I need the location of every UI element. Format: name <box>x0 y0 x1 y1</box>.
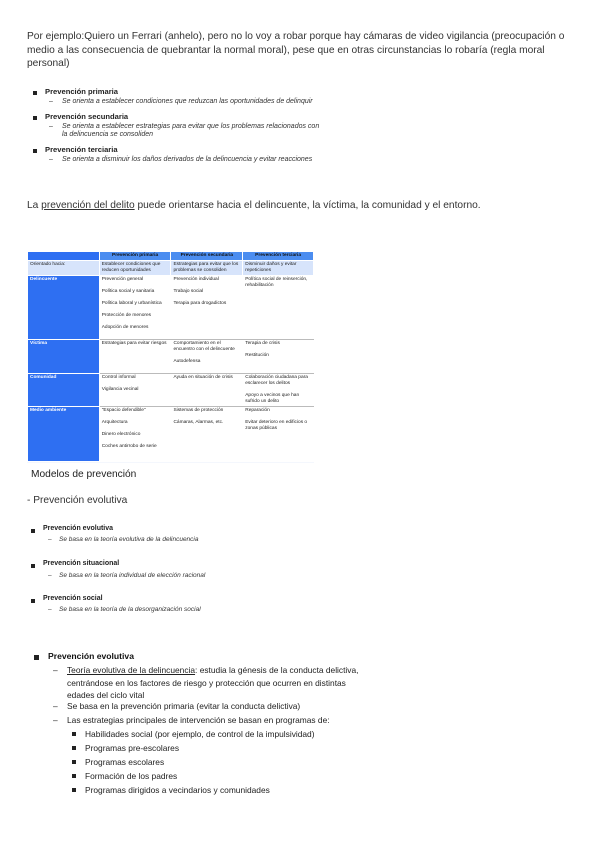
type-desc: Se orienta a establecer estrategias para evitar que los problemas relacionados con <box>62 123 320 130</box>
bullet-square <box>33 116 37 120</box>
bullet-square <box>72 732 76 736</box>
cell-item: Control informal <box>101 375 136 380</box>
cell-item: Arquitectura <box>101 420 128 425</box>
table-header: Prevención primaria <box>99 252 171 261</box>
bullet-square <box>72 760 76 764</box>
bullet-square <box>72 788 76 792</box>
models-heading: Modelos de prevención <box>31 469 137 480</box>
row-label: Víctima <box>28 340 100 374</box>
cell-item: Cámaras, Alarmas, etc. <box>173 420 224 425</box>
intro-line-3: personal) <box>27 58 70 69</box>
table-header: Prevención secundaria <box>171 252 243 261</box>
dash-marker: – <box>49 156 53 163</box>
table-cell: Disminuir daños y evitar repeticiones <box>243 261 314 276</box>
row-label: Delincuente <box>28 276 100 340</box>
program-item: Habilidades social (por ejemplo, de control de la impulsividad) <box>85 729 315 739</box>
theory-text: : estudia la génesis de la conducta delictiva, <box>195 665 359 675</box>
theory-text: centrándose en los factores de riesgo y protección que ocurren en distintas <box>67 677 346 688</box>
evolutiva-title: Prevención evolutiva <box>48 651 134 661</box>
table-cell <box>243 340 314 374</box>
cell-item: Sistemas de protección <box>173 408 224 413</box>
table-cell <box>99 374 171 407</box>
cell-item: "Espacio defendible" <box>101 408 146 413</box>
table-cell <box>243 407 314 462</box>
row-label: Medio ambiente <box>28 407 100 462</box>
cell-item: Política social de reinserción, rehabilitación <box>245 277 308 288</box>
table-cell <box>171 407 243 462</box>
program-item: Formación de los padres <box>85 771 178 781</box>
program-item: Programas dirigidos a vecindarios y comunidades <box>85 785 270 795</box>
bullet-square <box>31 599 35 603</box>
theory-paragraph <box>67 664 397 702</box>
dash-marker: – <box>48 606 52 613</box>
dash-marker: – <box>48 536 52 543</box>
table-corner <box>28 252 100 261</box>
intro-paragraph <box>27 30 587 71</box>
table-header: Prevención terciaria <box>243 252 314 261</box>
table-cell: Estrategias para evitar que los problemas se consoliden <box>171 261 243 276</box>
model-title: Prevención social <box>43 595 103 602</box>
model-desc: Se basa en la teoría de la desorganización social <box>59 606 201 613</box>
model-title: Prevención evolutiva <box>43 525 114 532</box>
model-desc: Se basa en la teoría individual de elección racional <box>59 572 206 579</box>
dash-marker: – <box>49 123 53 130</box>
type-title: Prevención primaria <box>45 87 119 96</box>
bullet-square <box>31 529 35 533</box>
cell-item: Protección de menores <box>101 313 152 318</box>
bullet-square <box>31 564 35 568</box>
table-cell <box>171 276 243 340</box>
cell-item: Adopción de menores <box>101 325 149 330</box>
model-desc: Se basa en la teoría evolutiva de la delincuencia <box>59 536 199 543</box>
prevencion-del-delito-link[interactable]: prevención del delito <box>41 200 135 211</box>
type-desc: la delincuencia se consoliden <box>62 131 154 138</box>
table-cell <box>243 374 314 407</box>
cell-item: Terapia de crisis <box>245 341 280 346</box>
program-item: Programas pre-escolares <box>85 743 180 753</box>
type-desc: Se orienta a establecer condiciones que reduzcan las oportunidades de delinquir <box>62 98 313 105</box>
program-item: Programas escolares <box>85 757 165 767</box>
dash-marker: – <box>53 701 58 711</box>
orient-text-before: La <box>27 200 42 211</box>
cell-item: Dinero electrónico <box>101 432 141 437</box>
cell-item: Autodefensa <box>173 359 201 364</box>
bullet-square <box>34 655 39 660</box>
cell-item: Coches antirrobo de serie <box>101 444 157 449</box>
bullet-square <box>33 149 37 153</box>
primary-basis: Se basa en la prevención primaria (evitar la conducta delictiva) <box>67 701 301 711</box>
row-label: Orientado hacia: <box>28 261 100 276</box>
type-desc: Se orienta a disminuir los daños derivados de la delincuencia y evitar reacciones <box>62 156 313 163</box>
table-cell <box>171 374 243 407</box>
intro-line-1: Por ejemplo:Quiero un Ferrari (anhelo), pero no lo voy a robar porque hay cámaras de video vigilancia (preocupación o <box>27 31 565 42</box>
cell-item: Comportamiento en el encuentro con el delincuente <box>173 341 235 352</box>
table-cell <box>99 340 171 374</box>
model-title: Prevención situacional <box>43 560 120 567</box>
row-label: Comunidad <box>28 374 100 407</box>
table-cell: Establecer condiciones que reducen oportunidades <box>99 261 171 276</box>
dash-marker: – <box>53 665 58 675</box>
cell-item: Política social y sanitaria <box>101 289 155 294</box>
cell-item: Ayuda en situación de crisis <box>173 375 233 380</box>
cell-item: Política laboral y urbanística <box>101 301 162 306</box>
cell-item: Prevención individual <box>173 277 219 282</box>
prevention-table <box>27 251 314 463</box>
theory-text: edades del ciclo vital <box>67 690 145 700</box>
teoria-evolutiva-link[interactable]: Teoría evolutiva de la delincuencia <box>67 665 196 675</box>
bullet-square <box>72 746 76 750</box>
table-cell <box>99 407 171 462</box>
cell-item: Colaboración ciudadana para esclarecer los delitos <box>245 375 308 386</box>
cell-item: Estrategias para evitar riesgos <box>101 341 167 346</box>
cell-item: Reparación <box>245 408 270 413</box>
table-cell <box>171 340 243 374</box>
bullet-square <box>33 91 37 95</box>
cell-item: Trabajo social <box>173 289 204 294</box>
strategies-intro: Las estrategias principales de intervención se basan en programas de: <box>67 715 330 725</box>
type-title: Prevención secundaria <box>45 112 129 121</box>
bullet-square <box>72 774 76 778</box>
dash-marker: – <box>53 715 58 725</box>
type-title: Prevención terciaria <box>45 145 118 154</box>
cell-item: Prevención general <box>101 277 144 282</box>
orientation-sentence <box>27 199 587 213</box>
dash-marker: – <box>49 98 53 105</box>
models-subtitle: - Prevención evolutiva <box>27 495 128 506</box>
dash-marker: – <box>48 572 52 579</box>
cell-item: Restitución <box>245 353 269 358</box>
cell-item: Apoyo a vecinos que han sufrido un delito <box>245 393 300 404</box>
table-cell <box>99 276 171 340</box>
cell-item: Evitar deterioro en edificios o zonas públicas <box>245 420 308 431</box>
orient-text-after: puede orientarse hacia el delincuente, la víctima, la comunidad y el entorno. <box>134 200 481 211</box>
table-cell <box>243 276 314 340</box>
cell-item: Terapia para drogadictos <box>173 301 227 306</box>
cell-item: Vigilancia vecinal <box>101 387 139 392</box>
intro-line-2: medio a las consecuencia de quebrantar la normal moral), pese que en otras circunstancias lo robaría (regla moral <box>27 44 545 56</box>
